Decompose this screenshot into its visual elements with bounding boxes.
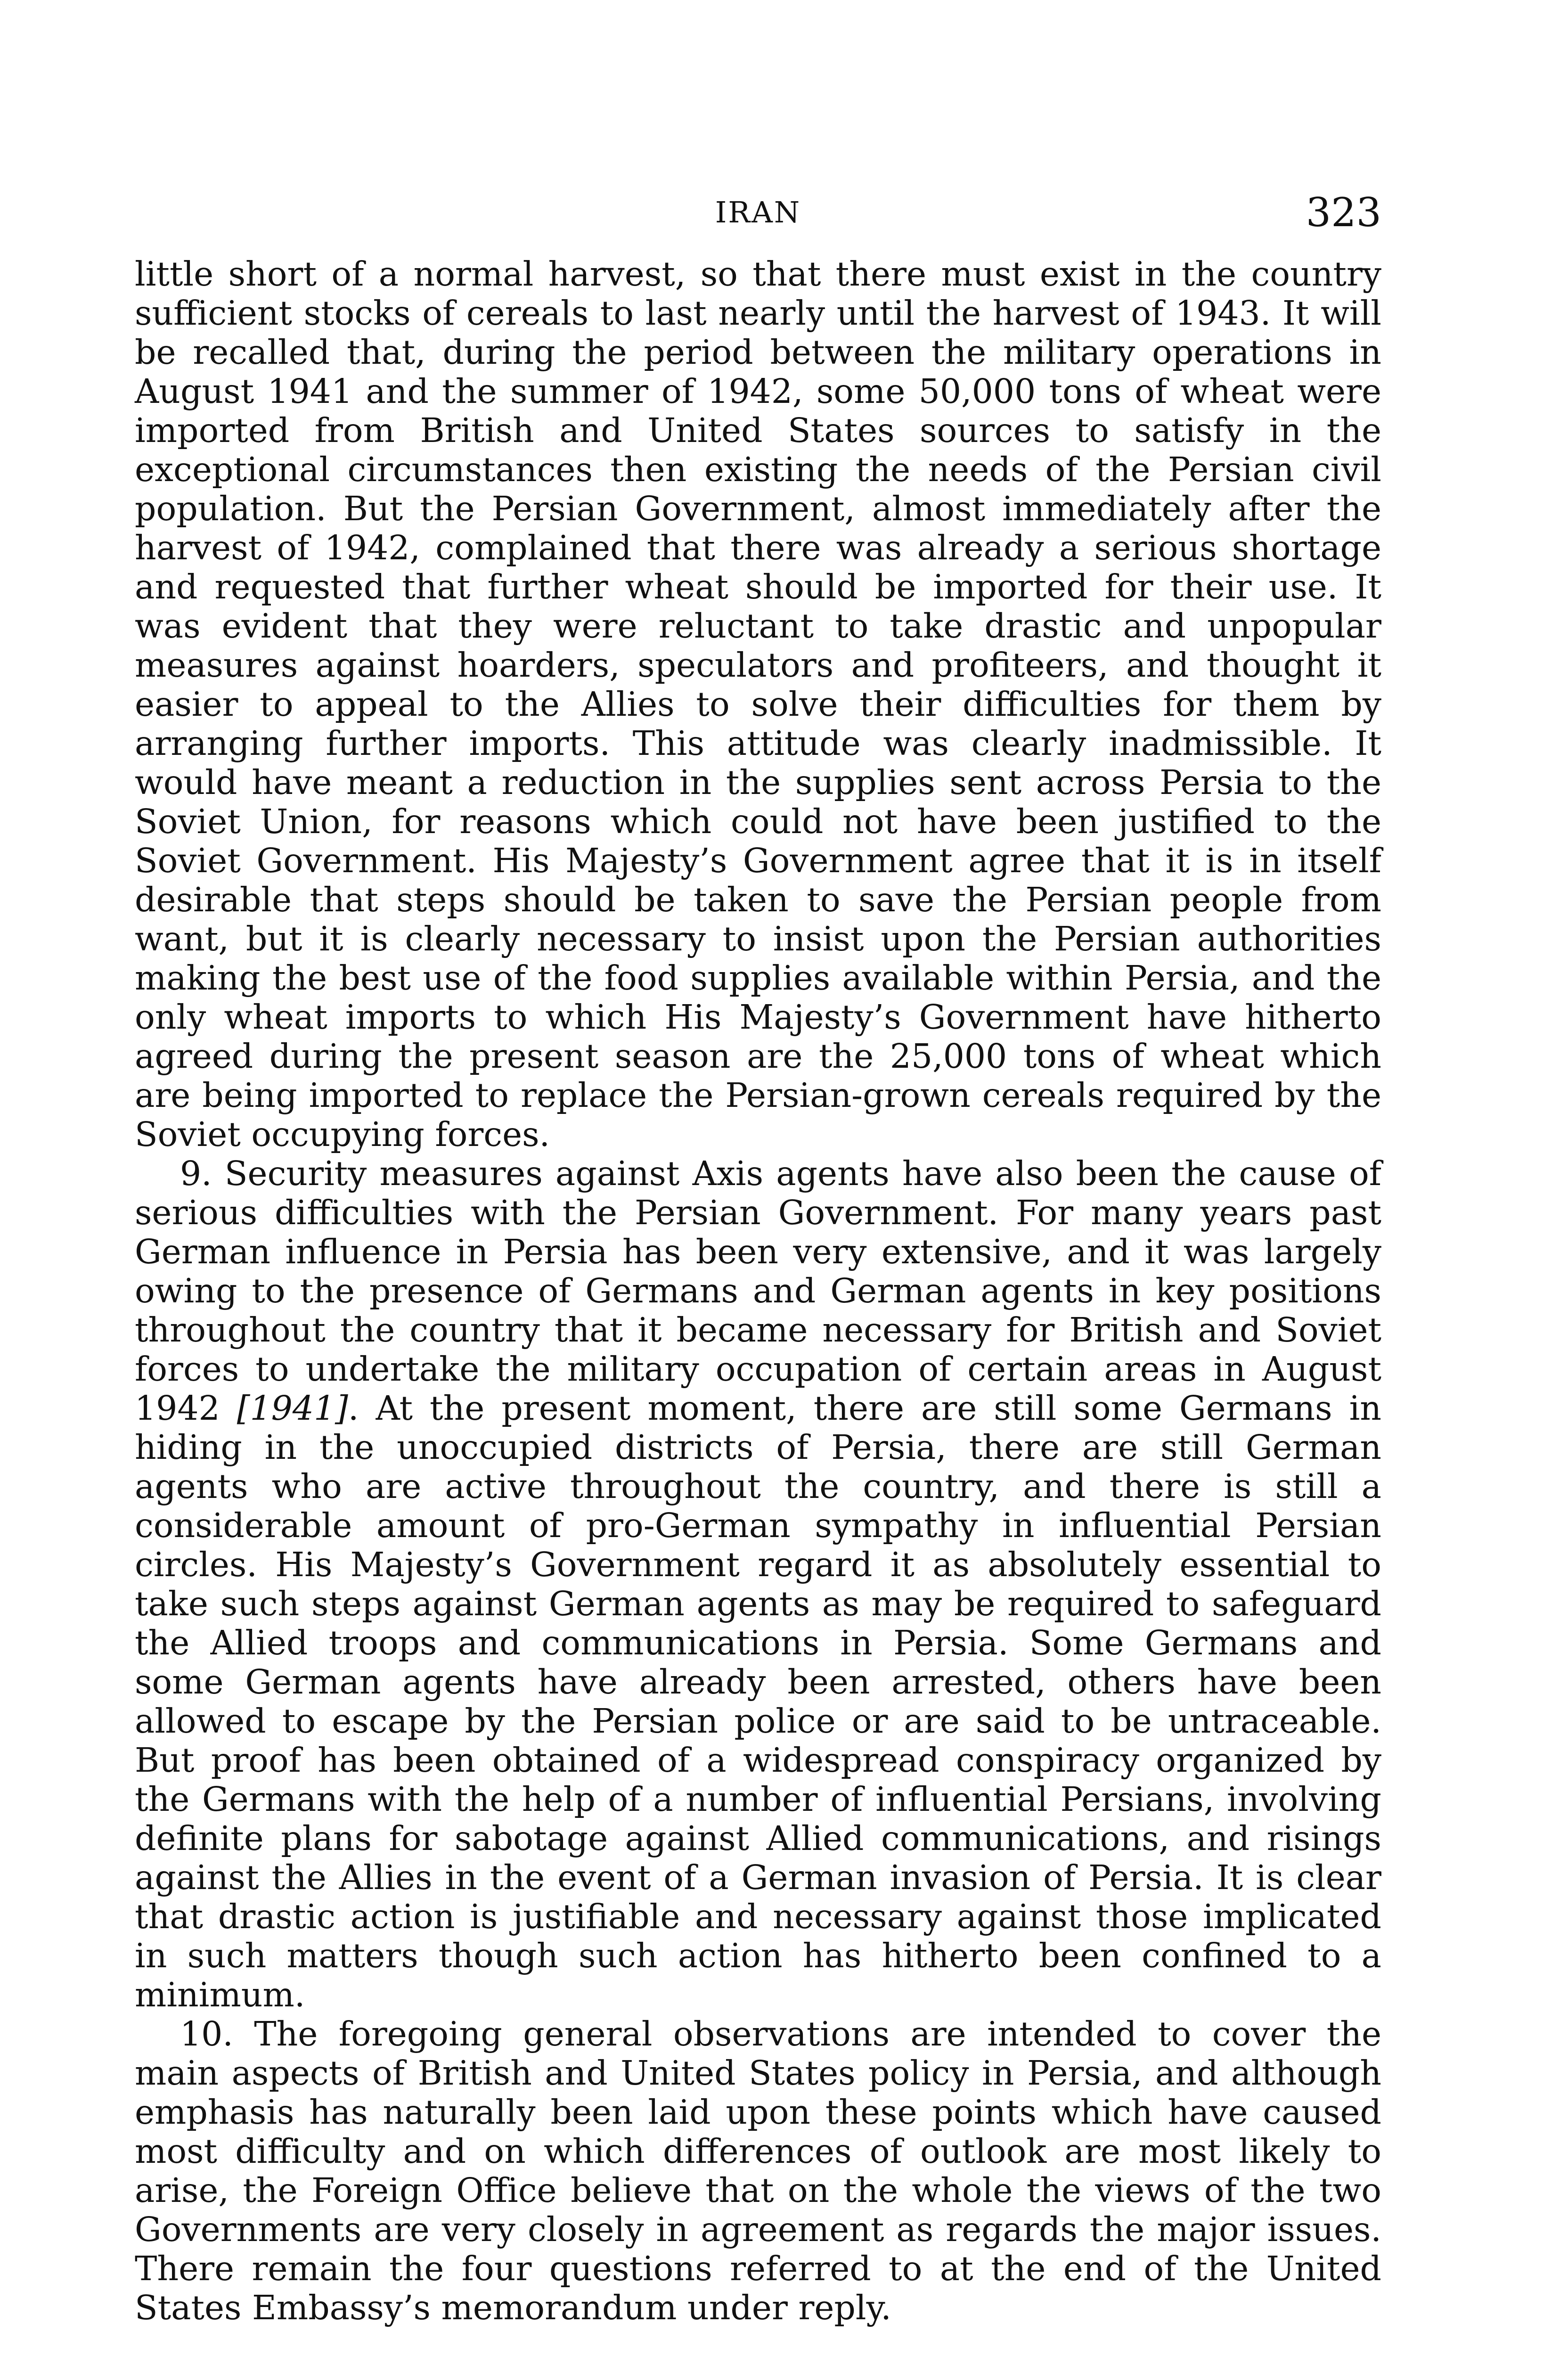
running-head: IRAN	[715, 195, 801, 229]
page-number: 323	[1306, 189, 1381, 236]
paragraph-9	[135, 1154, 1381, 2014]
paragraph-9-text-after: . At the present moment, there are still some Germans in hiding in the unoccupied districts of Persia, there are still German agents who are active throughout the country, and there is still a considerable amount of pro-German sympathy in influential Persian circles. His Majesty’s Government regard it as absolutely essential to take such steps against German agents as may be required to safeguard the Allied troops and communications in Persia. Some Germans and some German agents have already been arrested, others have been allowed to escape by the Persian police or are said to be untraceable. But proof has been obtained of a widespread conspiracy organized by the Germans with the help of a number of influential Persians, involving definite plans for sabotage against Allied communications, and risings against the Allies in the event of a German invasion of Persia. It is clear that drastic action is justifiable and necessary against those implicated in such matters though such action has hitherto been confined to a minimum.	[135, 1389, 1382, 2014]
page-header	[135, 187, 1381, 238]
paragraph-10: 10. The foregoing general observations are intended to cover the main aspects of British and United States policy in Persia, and although emphasis has naturally been laid upon these points which have caused most difficulty and on which differences of outlook are most likely to arise, the Foreign Office believe that on the whole the views of the two Governments are very closely in agreement as regards the major issues. There remain the four questions referred to at the end of the United States Embassy’s memorandum under reply.	[135, 2014, 1381, 2327]
date-correction: [1941]	[237, 1389, 348, 1428]
paragraph-9-text-before: 9. Security measures against Axis agents have also been the cause of serious difficulties with the Persian Government. For many years past German influence in Persia has been very extensive, and it was largely owing to the presence of Germans and German agents in key positions throughout the country that it became necessary for British and Soviet forces to undertake the military occupation of certain areas in August 1942	[135, 1154, 1381, 1428]
body-text	[135, 254, 1381, 2327]
paragraph-continued: little short of a normal harvest, so that there must exist in the country sufficient stocks of cereals to last nearly until the harvest of 1943. It will be recalled that, during the period between the military operations in August 1941 and the summer of 1942, some 50,000 tons of wheat were imported from British and United States sources to satisfy in the exceptional circumstances then existing the needs of the Persian civil population. But the Persian Government, almost immediately after the harvest of 1942, complained that there was already a serious shortage and requested that further wheat should be imported for their use. It was evident that they were reluctant to take drastic and unpopular measures against hoarders, speculators and profiteers, and thought it easier to appeal to the Allies to solve their difficulties for them by arranging further imports. This attitude was clearly inadmissible. It would have meant a reduction in the supplies sent across Persia to the Soviet Union, for reasons which could not have been justified to the Soviet Government. His Majesty’s Government agree that it is in itself desirable that steps should be taken to save the Persian people from want, but it is clearly necessary to insist upon the Persian authorities making the best use of the food supplies available within Persia, and the only wheat imports to which His Majesty’s Government have hitherto agreed during the present season are the 25,000 tons of wheat which are being imported to replace the Persian-grown cereals required by the Soviet occupying forces.	[135, 254, 1381, 1154]
